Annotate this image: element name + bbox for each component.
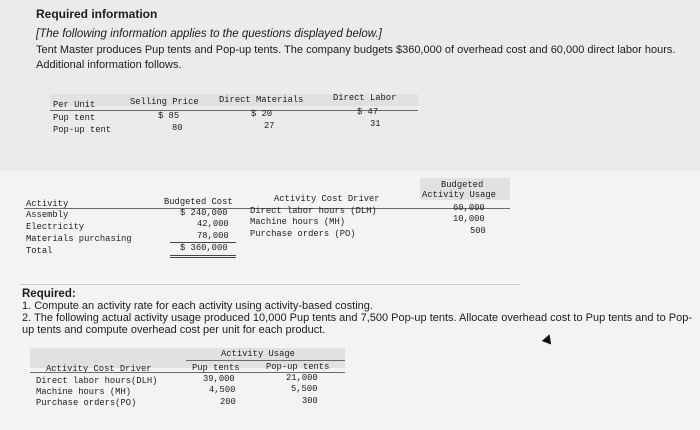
information-note: [The following information applies to the questions displayed below.] bbox=[36, 28, 382, 40]
activity-materials-purchasing: Materials purchasing bbox=[26, 234, 132, 244]
required-title: Required: bbox=[22, 288, 76, 300]
total-double-rule-2 bbox=[170, 257, 236, 258]
activity-usage-group-header: Activity Usage bbox=[221, 349, 295, 359]
budgeted-usage-header-line1: Budgeted bbox=[441, 180, 484, 190]
direct-materials-header: Direct Materials bbox=[219, 95, 304, 105]
activity-header: Activity bbox=[26, 199, 69, 209]
usage-mh-pop-up-tents: 5,500 bbox=[291, 384, 318, 394]
pop-up-tent-direct-labor: 31 bbox=[370, 119, 381, 129]
row-label-pop-up-tent: Pop-up tent bbox=[53, 125, 112, 135]
usage-driver-po: Purchase orders(PO) bbox=[36, 398, 137, 408]
information-panel bbox=[0, 0, 700, 171]
assembly-budgeted-cost: $ 240,000 bbox=[180, 208, 228, 218]
pup-tent-direct-labor: $ 47 bbox=[357, 107, 379, 117]
materials-purchasing-cost-driver: Purchase orders (PO) bbox=[250, 229, 356, 239]
usage-driver-dlh: Direct labor hours(DLH) bbox=[36, 376, 158, 386]
usage-po-pop-up-tents: 300 bbox=[302, 396, 318, 406]
direct-labor-header: Direct Labor bbox=[333, 93, 397, 103]
activity-electricity: Electricity bbox=[26, 222, 85, 232]
budgeted-cost-header: Budgeted Cost bbox=[164, 197, 233, 207]
materials-purchasing-budgeted-cost: 78,000 bbox=[197, 231, 229, 241]
question-1: 1. Compute an activity rate for each activity using activity-based costing. bbox=[22, 300, 373, 312]
usage-pup-tents-header: Pup tents bbox=[192, 363, 240, 373]
section-divider bbox=[20, 284, 520, 285]
selling-price-header: Selling Price bbox=[130, 97, 199, 107]
pup-tent-selling-price: $ 85 bbox=[158, 111, 180, 121]
required-information-title: Required information bbox=[36, 7, 158, 21]
usage-dlh-pup-tents: 39,000 bbox=[203, 374, 235, 384]
electricity-cost-driver: Machine hours (MH) bbox=[250, 217, 346, 227]
question-2: 2. The following actual activity usage produced 10,000 Pup tents and 7,500 Pop-up tents. Allocate overhead cost to Pup tents and to Pop-up tents and compute overhead cost per unit for each product. bbox=[22, 312, 693, 336]
intro-paragraph: Tent Master produces Pup tents and Pop-up tents. The company budgets $360,000 of overhead cost and 60,000 direct labor hours. Additional information follows. bbox=[36, 44, 676, 71]
activity-assembly: Assembly bbox=[26, 210, 69, 220]
usage-po-pup-tents: 200 bbox=[220, 397, 236, 407]
pop-up-tent-selling-price: 80 bbox=[172, 123, 183, 133]
total-budgeted-cost: $ 360,000 bbox=[180, 243, 228, 253]
usage-pop-up-tents-header: Pop-up tents bbox=[266, 362, 330, 372]
mouse-cursor-icon bbox=[542, 333, 554, 345]
total-label: Total bbox=[26, 246, 53, 256]
usage-group-rule bbox=[186, 360, 345, 361]
activity-cost-driver-header: Activity Cost Driver bbox=[274, 194, 380, 204]
usage-mh-pup-tents: 4,500 bbox=[209, 385, 236, 395]
total-double-rule-1 bbox=[170, 255, 236, 256]
per-unit-header: Per Unit bbox=[53, 100, 96, 110]
row-label-pup-tent: Pup tent bbox=[53, 113, 96, 123]
electricity-budgeted-usage: 10,000 bbox=[453, 214, 485, 224]
budgeted-usage-header-line2: Activity Usage bbox=[422, 190, 496, 200]
usage-dlh-pop-up-tents: 21,000 bbox=[286, 373, 318, 383]
assembly-cost-driver: Direct labor hours (DLH) bbox=[250, 206, 377, 216]
materials-purchasing-budgeted-usage: 500 bbox=[470, 226, 486, 236]
assembly-budgeted-usage: 60,000 bbox=[453, 203, 485, 213]
usage-cost-driver-header: Activity Cost Driver bbox=[46, 364, 152, 374]
electricity-budgeted-cost: 42,000 bbox=[197, 219, 229, 229]
pop-up-tent-direct-materials: 27 bbox=[264, 121, 275, 131]
pup-tent-direct-materials: $ 20 bbox=[251, 109, 273, 119]
usage-driver-mh: Machine hours (MH) bbox=[36, 387, 132, 397]
